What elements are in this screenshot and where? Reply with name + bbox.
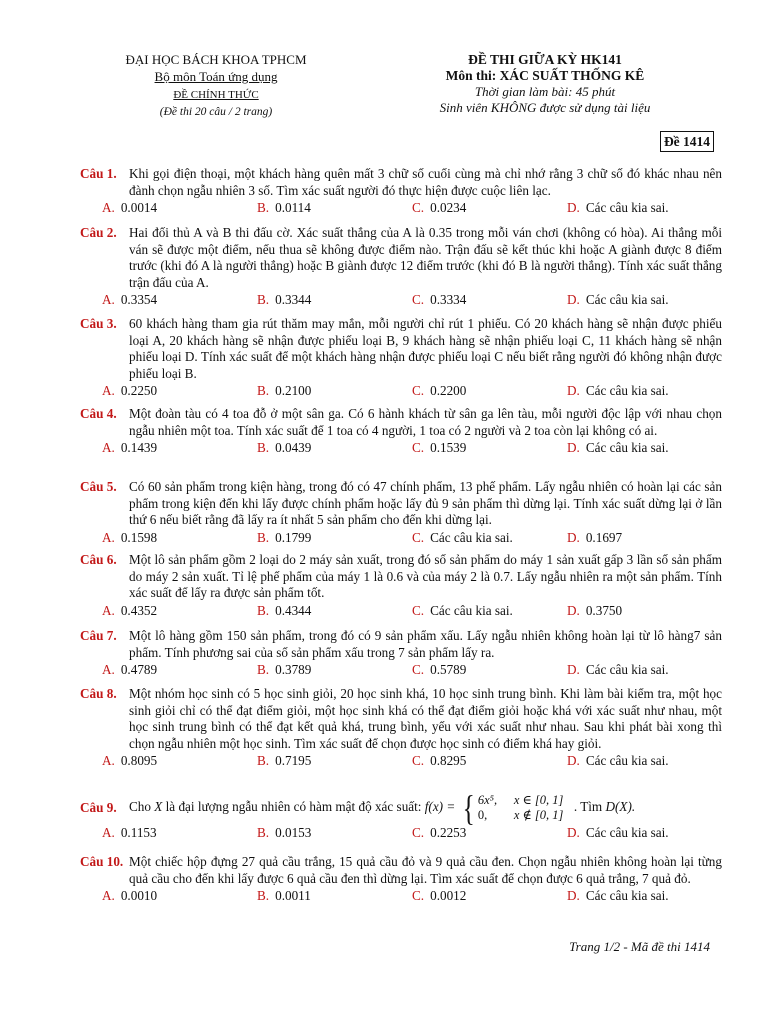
question-label: Câu 4.: [80, 406, 117, 421]
option-b: [257, 383, 412, 400]
option-letter: A.: [102, 825, 115, 840]
option-a: [102, 530, 257, 547]
question-text: Một đoàn tàu có 4 toa đỗ ở một sân ga. Có 6 hành khách từ sân ga lên tàu, mỗi người độc lập với nhau chọn ngẫu nhiên một toa. Tính xác suất để 1 toa có 4 người, 1 toa có 2 người và 2 toa còn lại không có ai.: [129, 406, 722, 438]
exam-title: ĐỀ THI GIỮA KỲ HK141: [468, 52, 622, 67]
options-row: [102, 888, 722, 905]
brace-symbol: {: [462, 788, 475, 828]
option-letter: C.: [412, 662, 425, 677]
question-text: [129, 788, 722, 828]
exam-rule: Sinh viên KHÔNG được sử dụng tài liệu: [439, 100, 651, 115]
exam-time: Thời gian làm bài: 45 phút: [474, 84, 616, 99]
option-letter: C.: [412, 825, 425, 840]
option-letter: A.: [102, 200, 115, 215]
question-label: Câu 2.: [80, 225, 117, 240]
option-a: [102, 603, 257, 620]
question-label: Câu 9.: [80, 799, 117, 815]
question-9: [80, 788, 722, 842]
option-c: [412, 603, 567, 620]
option-d: [567, 383, 722, 400]
option-d: [567, 530, 722, 547]
question-text: Có 60 sản phẩm trong kiện hàng, trong đó có 47 chính phẩm, 13 phế phẩm. Lấy ngẫu nhiên có hoàn lại các sản phẩm trong kiện đến khi lấy được chính phẩm hoặc lấy đủ 9 sản phẩm thì dừng lại. Tính xác suất dừng lại ở lần thứ 6 nếu biết rằng đã lấy ra ít nhất 5 sản phẩm cho đến khi dừng lại.: [129, 479, 722, 527]
option-text: 0.4352: [120, 602, 158, 618]
option-text: 0.0010: [120, 888, 158, 903]
question-2: [80, 225, 722, 309]
page-footer: Trang 1/2 - Mã đề thi 1414: [569, 939, 710, 954]
option-letter: D.: [567, 602, 580, 618]
options-row: [102, 753, 722, 770]
question-10: [80, 854, 722, 905]
option-text: 0.0014: [120, 200, 158, 215]
option-text: 0.1799: [275, 529, 312, 545]
options-row: [102, 825, 722, 842]
question-1: [80, 166, 722, 217]
option-letter: C.: [412, 602, 425, 618]
question-label: Câu 1.: [80, 166, 117, 181]
question-text: Một chiếc hộp đựng 27 quả cầu trắng, 15 quả cầu đỏ và 9 quả cầu đen. Chọn ngẫu nhiên không hoàn lại từng quả cầu cho đến khi lấy được 6 quả cầu đen thì dừng lại. Tìm xác suất để chọn được 6 quả trắng, 7 quả đỏ.: [129, 854, 722, 886]
option-text: 0.7195: [275, 753, 312, 768]
option-letter: D.: [567, 292, 580, 307]
option-text: 0.0439: [275, 440, 312, 455]
option-a: [102, 825, 257, 842]
option-text: Các câu kia sai.: [585, 440, 669, 455]
options-row: [102, 383, 722, 400]
options-row: [102, 200, 722, 217]
option-b: [257, 603, 412, 620]
option-letter: D.: [567, 529, 580, 545]
option-b: [257, 440, 412, 457]
option-letter: D.: [567, 662, 580, 677]
option-text: 0.2100: [275, 383, 312, 398]
option-text: Các câu kia sai.: [585, 662, 669, 677]
option-text: 0.3750: [585, 602, 623, 618]
option-letter: B.: [257, 753, 270, 768]
option-letter: A.: [102, 292, 115, 307]
exam-code-box: Đề 1414: [660, 131, 714, 152]
option-a: [102, 662, 257, 679]
option-text: 0.0012: [430, 888, 467, 903]
option-letter: C.: [412, 529, 425, 545]
option-text: 0.8295: [430, 753, 467, 768]
option-text: 0.3789: [275, 662, 312, 677]
option-text: 0.0114: [275, 200, 311, 215]
option-c: [412, 662, 567, 679]
question-text: Một nhóm học sinh có 5 học sinh giỏi, 20 học sinh khá, 10 học sinh trung bình. Khi làm bài kiểm tra, một học sinh giỏi chỉ có thể đạt điểm giỏi, một học sinh khá có thể đạt điểm giỏi hoặc khá với xác suất như nhau, một học sinh trung bình có thể đạt kết quả khá, trung bình, yếu với xác suất như nhau. Sau khi phát bài xong thì chọn ngẫu nhiên một học sinh. Tìm xác suất để chọn được học sinh có điểm khá hay giỏi.: [129, 686, 722, 751]
option-text: Các câu kia sai.: [430, 529, 513, 545]
option-letter: D.: [567, 200, 580, 215]
option-text: Các câu kia sai.: [430, 602, 513, 618]
question-7: [80, 628, 722, 679]
option-b: [257, 825, 412, 842]
case-condition: x ∉ [0, 1]: [513, 808, 564, 822]
pages-note: (Đề thi 20 câu / 2 trang): [159, 106, 273, 118]
option-text: 0.1598: [120, 529, 158, 545]
question-text: Một lô sản phẩm gồm 2 loại do 2 máy sản xuất, trong đó số sản phẩm do máy 1 sản xuất gấp 3 lần số sản phẩm do máy 2 sản xuất. Tỉ lệ phế phẩm của máy 1 là 0.6 và của máy 2 là 0.7. Lấy ngẫu nhiên ra một sản phẩm. Tính xác suất để lấy ra được sản phẩm tốt.: [129, 552, 722, 600]
option-letter: B.: [257, 383, 270, 398]
option-text: 0.2250: [120, 383, 158, 398]
option-letter: A.: [102, 529, 115, 545]
option-letter: B.: [257, 602, 270, 618]
option-text: 0.0011: [275, 888, 311, 903]
option-text: 0.0234: [430, 200, 467, 215]
option-text: 0.2200: [430, 383, 467, 398]
option-d: [567, 440, 722, 457]
option-text: 0.3334: [430, 292, 467, 307]
option-text: Các câu kia sai.: [585, 888, 669, 903]
option-letter: B.: [257, 662, 270, 677]
option-letter: B.: [257, 529, 270, 545]
text-fragment: Cho: [129, 799, 155, 815]
options-row: [102, 440, 722, 457]
option-text: 0.1153: [120, 825, 157, 840]
option-text: 0.3354: [120, 292, 158, 307]
question-8: [80, 686, 722, 770]
option-letter: A.: [102, 662, 115, 677]
option-d: [567, 292, 722, 309]
option-d: [567, 662, 722, 679]
option-letter: B.: [257, 200, 270, 215]
option-letter: C.: [412, 440, 425, 455]
option-c: [412, 383, 567, 400]
option-d: [567, 200, 722, 217]
option-a: [102, 440, 257, 457]
question-4: [80, 406, 722, 457]
question-label: Câu 7.: [80, 628, 117, 643]
university-name: ĐẠI HỌC BÁCH KHOA TPHCM: [125, 52, 307, 67]
options-row: [102, 662, 722, 679]
option-text: 0.1697: [585, 529, 623, 545]
option-c: [412, 825, 567, 842]
case-value: 0,: [477, 808, 488, 822]
option-letter: C.: [412, 383, 425, 398]
option-text: Các câu kia sai.: [585, 292, 669, 307]
case-condition: x ∈ [0, 1]: [513, 793, 564, 807]
option-letter: B.: [257, 292, 270, 307]
question-label: Câu 5.: [80, 479, 117, 494]
option-a: [102, 753, 257, 770]
option-letter: A.: [102, 440, 115, 455]
option-letter: C.: [412, 292, 425, 307]
option-d: [567, 753, 722, 770]
question-text: 60 khách hàng tham gia rút thăm may mắn, mỗi người chỉ rút 1 phiếu. Có 20 khách hàng sẽ nhận được phiếu loại A, 20 khách hàng sẽ nhận được phiếu loại B, 9 khách hàng sẽ nhận phiếu loại C, 11 khách hàng sẽ nhận phiếu loại D. Tính xác suất để một khách hàng nhận được phiếu loại C nếu biết rằng người đó không nhận được phiếu loại B.: [129, 316, 722, 381]
option-text: 0.4789: [120, 662, 158, 677]
option-letter: C.: [412, 888, 425, 903]
header-right: [400, 52, 690, 116]
option-letter: B.: [257, 440, 270, 455]
case-row: [478, 793, 574, 808]
option-b: [257, 662, 412, 679]
option-letter: D.: [567, 383, 580, 398]
options-row: [102, 292, 722, 309]
piecewise-definition: [459, 788, 574, 828]
option-b: [257, 292, 412, 309]
text-fragment: là đại lượng ngẫu nhiên có hàm mật độ xác suất:: [162, 799, 425, 815]
option-letter: D.: [567, 888, 580, 903]
options-row: [102, 530, 722, 547]
option-letter: B.: [257, 888, 270, 903]
option-text: 0.2253: [430, 825, 467, 840]
option-a: [102, 888, 257, 905]
option-a: [102, 292, 257, 309]
math-expression: D(X).: [605, 799, 636, 815]
option-text: 0.1439: [120, 440, 158, 455]
option-text: Các câu kia sai.: [585, 825, 669, 840]
case-row: [478, 808, 574, 823]
question-text: Hai đối thủ A và B thi đấu cờ. Xác suất thắng của A là 0.35 trong mỗi ván chơi (không có hòa). Ai thắng mỗi ván sẽ được một điểm, nếu thua sẽ không được điểm nào. Trận đấu sẽ kết thúc khi hoặc A giành được 8 điểm trước (khi đó A là người thắng) hoặc B giành được 12 điểm trước (khi đó B là người thắng). Tính xác suất thắng trận đấu của A.: [129, 225, 722, 290]
option-a: [102, 200, 257, 217]
option-text: Các câu kia sai.: [585, 753, 669, 768]
cases: [478, 793, 574, 823]
case-value: 6x⁵,: [477, 793, 498, 807]
question-text: Một lô hàng gồm 150 sản phẩm, trong đó có 9 sản phẩm xấu. Lấy ngẫu nhiên không hoàn lại từ lô hàng7 sản phẩm. Tính phương sai của số sản phẩm xấu trong 7 sản phẩm lấy ra.: [129, 628, 722, 660]
question-3: [80, 316, 722, 400]
option-letter: C.: [412, 200, 425, 215]
option-letter: B.: [257, 825, 270, 840]
option-c: [412, 530, 567, 547]
option-c: [412, 292, 567, 309]
density-function: f(x) =: [424, 799, 456, 815]
option-c: [412, 200, 567, 217]
option-text: Các câu kia sai.: [585, 383, 669, 398]
option-b: [257, 530, 412, 547]
option-text: 0.4344: [275, 602, 312, 618]
option-text: 0.3344: [275, 292, 312, 307]
text-fragment: . Tìm: [573, 799, 606, 815]
question-6: [80, 552, 722, 619]
option-b: [257, 753, 412, 770]
question-label: Câu 3.: [80, 316, 117, 331]
option-letter: D.: [567, 825, 580, 840]
option-a: [102, 383, 257, 400]
option-text: 0.8095: [120, 753, 158, 768]
option-letter: A.: [102, 888, 115, 903]
question-text: Khi gọi điện thoại, một khách hàng quên mất 3 chữ số cuối cùng mà chỉ nhớ rằng 3 chữ số đó khác nhau nên đành chọn ngẫu nhiên 3 số. Tìm xác suất người đó thực hiện được cuộc liên lạc.: [129, 166, 722, 198]
option-text: 0.5789: [430, 662, 467, 677]
option-d: [567, 603, 722, 620]
option-text: 0.0153: [275, 825, 312, 840]
option-c: [412, 753, 567, 770]
option-d: [567, 825, 722, 842]
question-label: Câu 10.: [80, 854, 124, 869]
department-name: Bộ môn Toán ứng dụng: [154, 69, 278, 84]
option-letter: D.: [567, 440, 580, 455]
question-label: Câu 8.: [80, 686, 117, 701]
math-variable: X: [154, 799, 163, 815]
option-text: Các câu kia sai.: [585, 200, 669, 215]
exam-subject: Môn thi: XÁC SUẤT THỐNG KÊ: [445, 68, 645, 83]
question-5: [80, 479, 722, 546]
option-b: [257, 200, 412, 217]
option-letter: C.: [412, 753, 425, 768]
option-letter: D.: [567, 753, 580, 768]
option-letter: A.: [102, 383, 115, 398]
option-c: [412, 440, 567, 457]
official-label: ĐỀ CHÍNH THỨC: [173, 89, 259, 101]
option-d: [567, 888, 722, 905]
header-left: [106, 52, 326, 120]
option-letter: A.: [102, 753, 115, 768]
option-letter: A.: [102, 602, 115, 618]
option-b: [257, 888, 412, 905]
option-text: 0.1539: [430, 440, 467, 455]
question-label: Câu 6.: [80, 552, 117, 567]
options-row: [102, 603, 722, 620]
option-c: [412, 888, 567, 905]
